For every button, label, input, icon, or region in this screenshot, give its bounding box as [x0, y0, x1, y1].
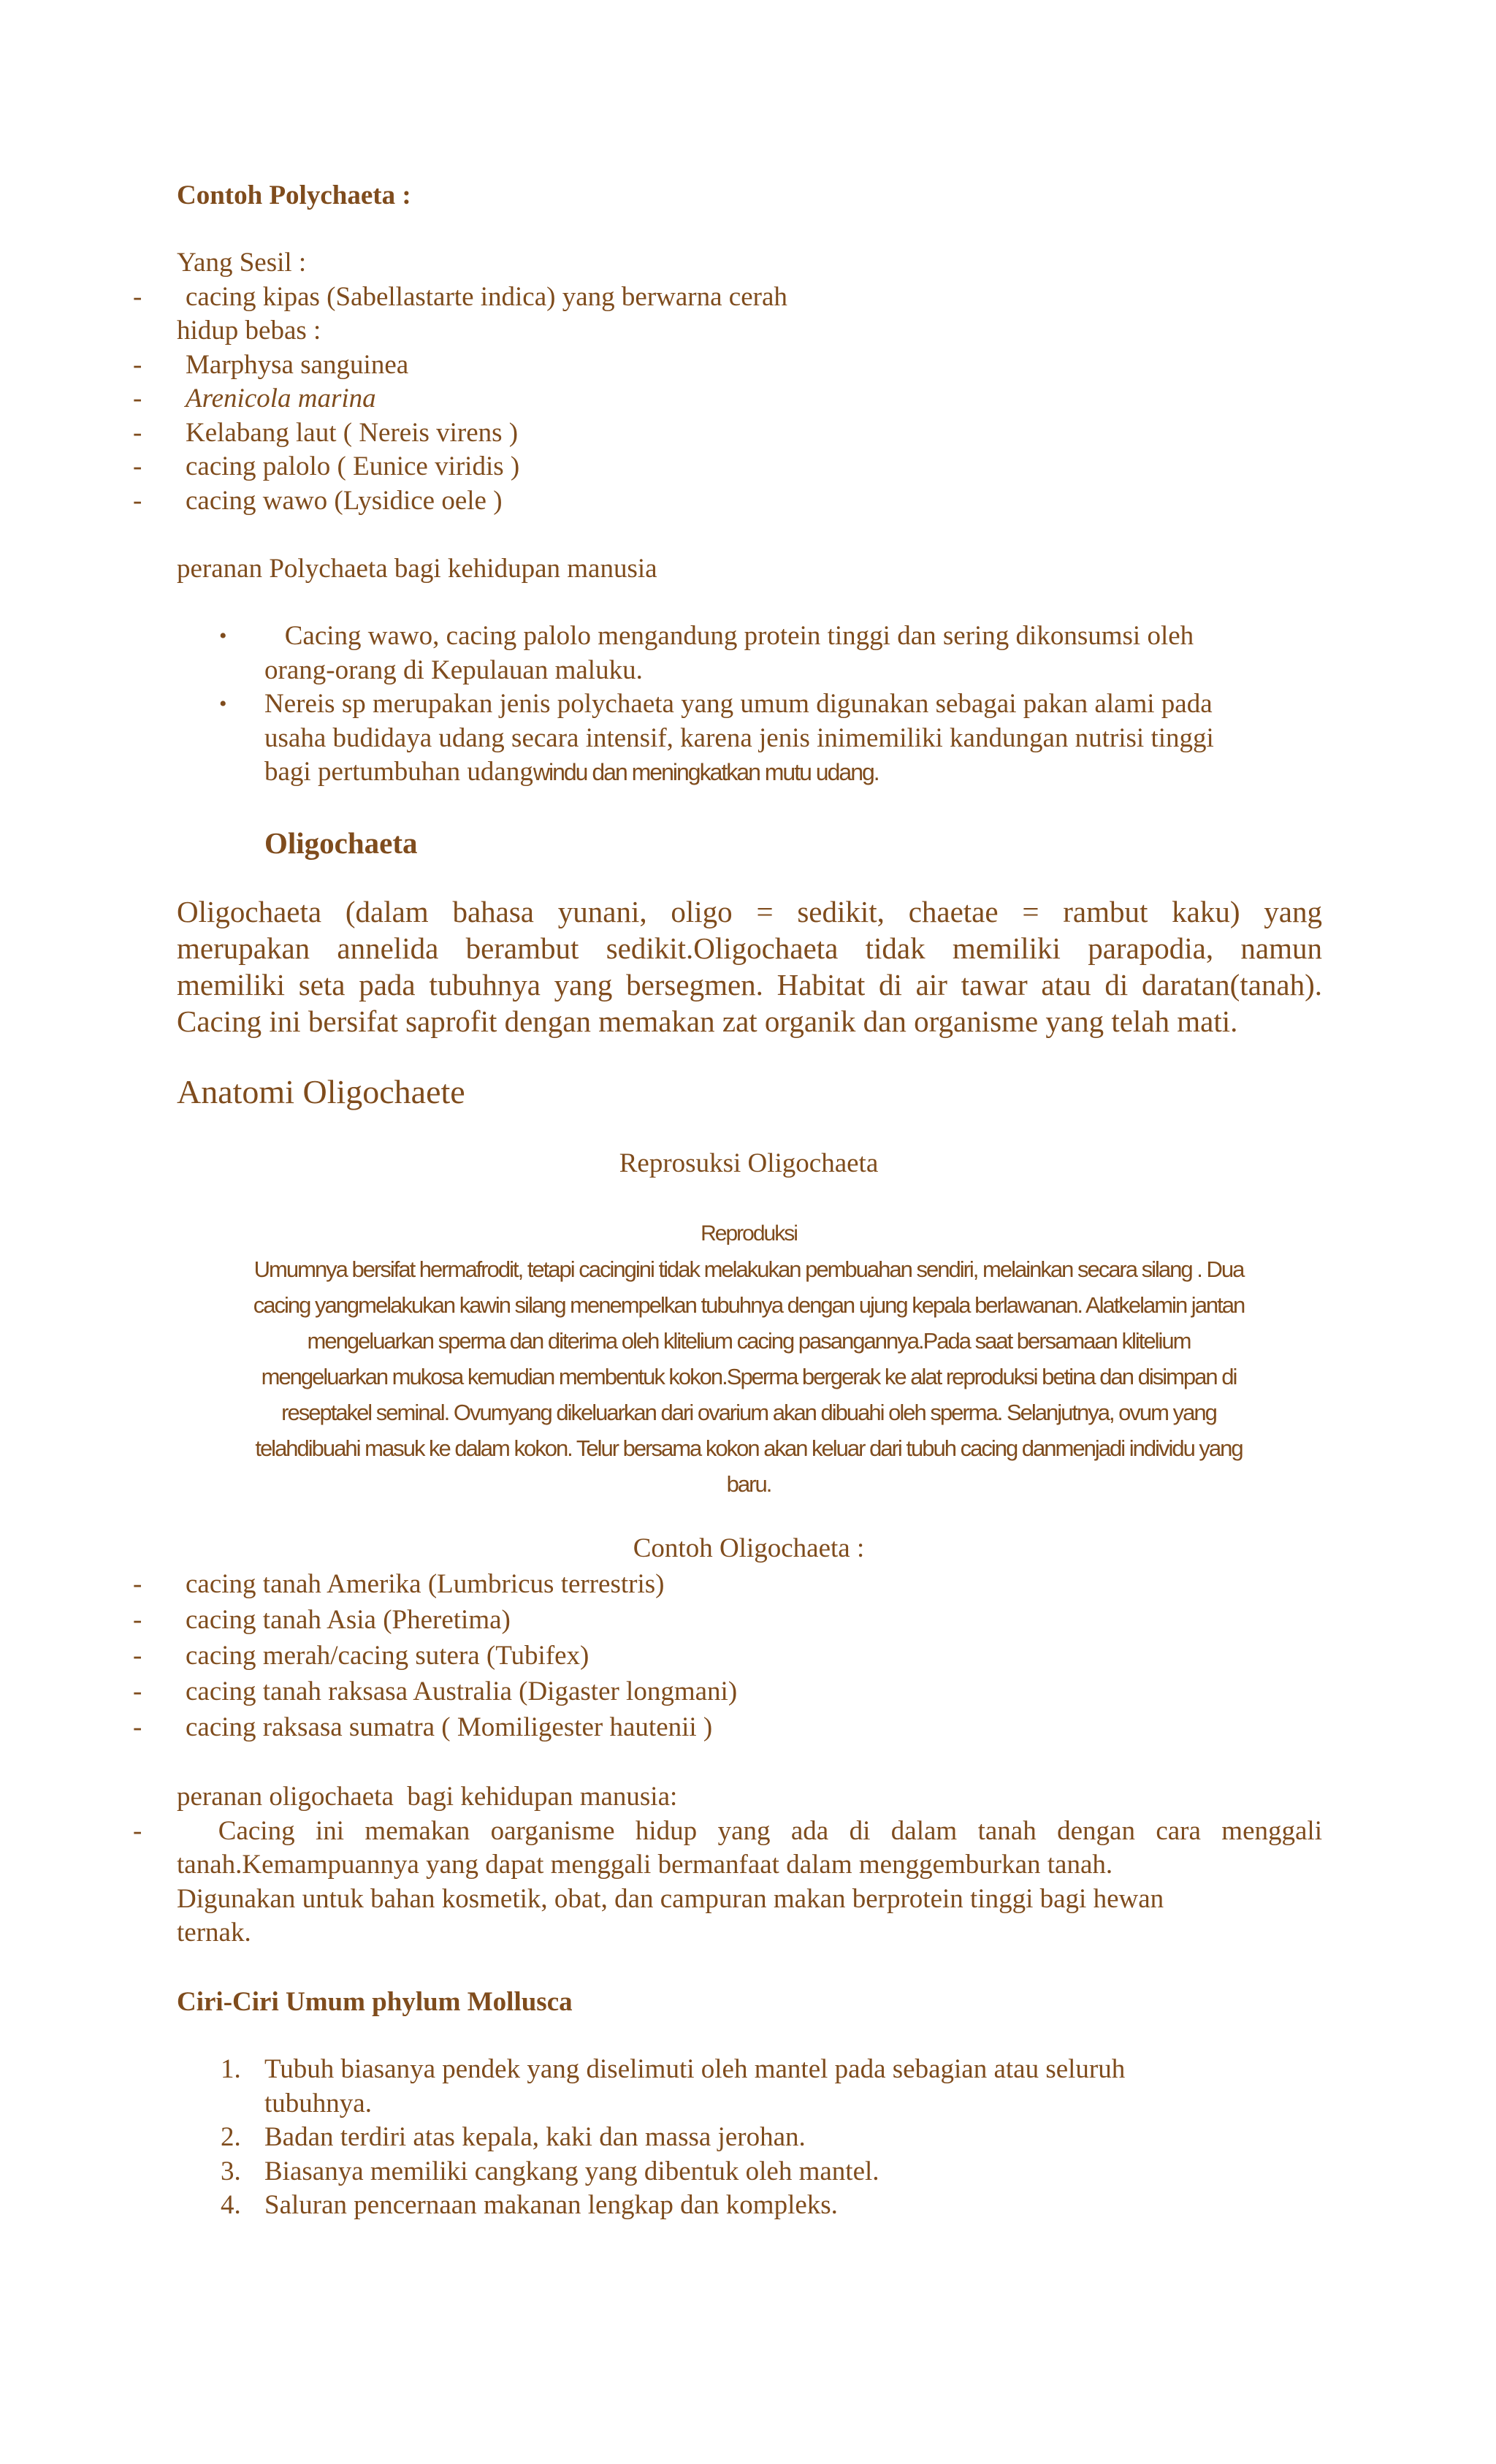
- bullet-line: Nereis sp merupakan jenis polychaeta yang umum digunakan sebagai pakan alami pada: [264, 689, 1213, 719]
- bullet-line: orang-orang di Kepulauan maluku.: [264, 655, 643, 685]
- bullet-text-serif: bagi pertumbuhan udang: [264, 757, 533, 787]
- oligochaeta-role-line: tanah.Kemampuannya yang dapat menggali bermanfaat dalam menggemburkan tanah.: [177, 1850, 1113, 1880]
- list-dash: -: [133, 1605, 142, 1635]
- polychaeta-heading: Contoh Polychaeta :: [177, 180, 411, 210]
- oligochaeta-example: cacing tanah Amerika (Lumbricus terrestris): [186, 1569, 665, 1599]
- list-dash: -: [133, 486, 142, 516]
- list-number: 1.: [221, 2054, 241, 2084]
- reproduction-line: telahdibuahi masuk ke dalam kokon. Telur bersama kokon akan keluar dari tubuh cacing danmenjadi individu yang: [255, 1435, 1243, 1461]
- reproduction-subheading: Reproduksi: [701, 1221, 797, 1246]
- list-dash: -: [133, 1677, 142, 1706]
- bullet-icon: •: [219, 624, 227, 648]
- oligochaeta-heading: Oligochaeta: [264, 826, 418, 860]
- mollusca-item-line: Biasanya memiliki cangkang yang dibentuk oleh mantel.: [264, 2156, 879, 2186]
- oligochaeta-example: cacing tanah raksasa Australia (Digaster longmani): [186, 1677, 738, 1706]
- oligochaeta-role-heading: peranan oligochaeta bagi kehidupan manusia:: [177, 1782, 678, 1812]
- list-dash: -: [133, 1569, 142, 1599]
- sessile-label: Yang Sesil :: [177, 248, 307, 278]
- mollusca-heading: Ciri-Ciri Umum phylum Mollusca: [177, 1987, 573, 2017]
- free-living-label: hidup bebas :: [177, 316, 321, 346]
- oligochaeta-role-line: Digunakan untuk bahan kosmetik, obat, dan campuran makan berprotein tinggi bagi hewan: [177, 1884, 1164, 1914]
- list-number: 2.: [221, 2122, 241, 2152]
- list-dash: -: [133, 384, 142, 413]
- free-item: Kelabang laut ( Nereis virens ): [186, 418, 519, 448]
- reproduction-line: baru.: [726, 1471, 771, 1497]
- list-number: 4.: [221, 2190, 241, 2220]
- bullet-icon: •: [219, 692, 227, 716]
- mollusca-item-line: Badan terdiri atas kepala, kaki dan massa jerohan.: [264, 2122, 806, 2152]
- oligochaeta-paragraph-line: Cacing ini bersifat saprofit dengan memakan zat organik dan organisme yang telah mati.: [177, 1004, 1238, 1038]
- reproduction-heading: Reprosuksi Oligochaeta: [619, 1148, 879, 1178]
- bullet-line: usaha budidaya udang secara intensif, karena jenis inimemiliki kandungan nutrisi tinggi: [264, 723, 1214, 753]
- list-dash: -: [133, 350, 142, 380]
- bullet-line-mixed: [264, 755, 1287, 789]
- reproduction-line: cacing yangmelakukan kawin silang menempelkan tubuhnya dengan ujung kepala berlawanan. Alatkelamin jantan: [253, 1292, 1245, 1318]
- sessile-item: cacing kipas (Sabellastarte indica) yang berwarna cerah: [186, 282, 787, 312]
- oligochaeta-example: cacing merah/cacing sutera (Tubifex): [186, 1641, 589, 1671]
- free-item: Marphysa sanguinea: [186, 350, 409, 380]
- list-dash: -: [133, 1816, 142, 1846]
- mollusca-item-line: Tubuh biasanya pendek yang diselimuti oleh mantel pada sebagian atau seluruh: [264, 2054, 1126, 2084]
- free-item: cacing wawo (Lysidice oele ): [186, 486, 503, 516]
- oligochaeta-examples-heading: Contoh Oligochaeta :: [633, 1533, 865, 1563]
- oligochaeta-role-line: Cacing ini memakan oarganisme hidup yang ada di dalam tanah dengan cara menggali: [177, 1816, 1322, 1846]
- reproduction-line: reseptakel seminal. Ovumyang dikeluarkan dari ovarium akan dibuahi oleh sperma. Selanjutnya, ovum yang: [281, 1400, 1216, 1425]
- list-dash: -: [133, 418, 142, 448]
- mollusca-item-line: Saluran pencernaan makanan lengkap dan kompleks.: [264, 2190, 838, 2220]
- list-dash: -: [133, 1712, 142, 1742]
- list-dash: -: [133, 1641, 142, 1671]
- bullet-text-sans: windu dan meningkatkan mutu udang.: [533, 759, 879, 785]
- oligochaeta-example: cacing tanah Asia (Pheretima): [186, 1605, 511, 1635]
- polychaeta-role-heading: peranan Polychaeta bagi kehidupan manusia: [177, 554, 657, 584]
- oligochaeta-role-line: ternak.: [177, 1918, 251, 1948]
- reproduction-line: mengeluarkan mukosa kemudian membentuk kokon.Sperma bergerak ke alat reproduksi betina dan disimpan di: [261, 1364, 1237, 1389]
- reproduction-line: mengeluarkan sperma dan diterima oleh klitelium cacing pasangannya.Pada saat bersamaan klitelium: [307, 1328, 1191, 1354]
- mollusca-item-line: tubuhnya.: [264, 2089, 372, 2118]
- list-dash: -: [133, 451, 142, 481]
- reproduction-line: Umumnya bersifat hermafrodit, tetapi cacingini tidak melakukan pembuahan sendiri, melainkan secara silang . Dua: [253, 1256, 1244, 1282]
- oligochaeta-example: cacing raksasa sumatra ( Momiligester hautenii ): [186, 1712, 713, 1742]
- oligochaeta-paragraph-line: Oligochaeta (dalam bahasa yunani, oligo = sedikit, chaetae = rambut kaku) yang: [177, 895, 1322, 928]
- oligochaeta-paragraph-line: merupakan annelida berambut sedikit.Oligochaeta tidak memiliki parapodia, namun: [177, 931, 1322, 965]
- list-dash: -: [133, 282, 142, 312]
- free-item: cacing palolo ( Eunice viridis ): [186, 451, 520, 481]
- list-number: 3.: [221, 2156, 241, 2186]
- oligochaeta-paragraph-line: memiliki seta pada tubuhnya yang bersegmen. Habitat di air tawar atau di daratan(tanah).: [177, 968, 1322, 1002]
- anatomy-heading: Anatomi Oligochaete: [177, 1073, 465, 1110]
- free-item: Arenicola marina: [186, 384, 376, 413]
- bullet-line: Cacing wawo, cacing palolo mengandung protein tinggi dan sering dikonsumsi oleh: [264, 621, 1194, 651]
